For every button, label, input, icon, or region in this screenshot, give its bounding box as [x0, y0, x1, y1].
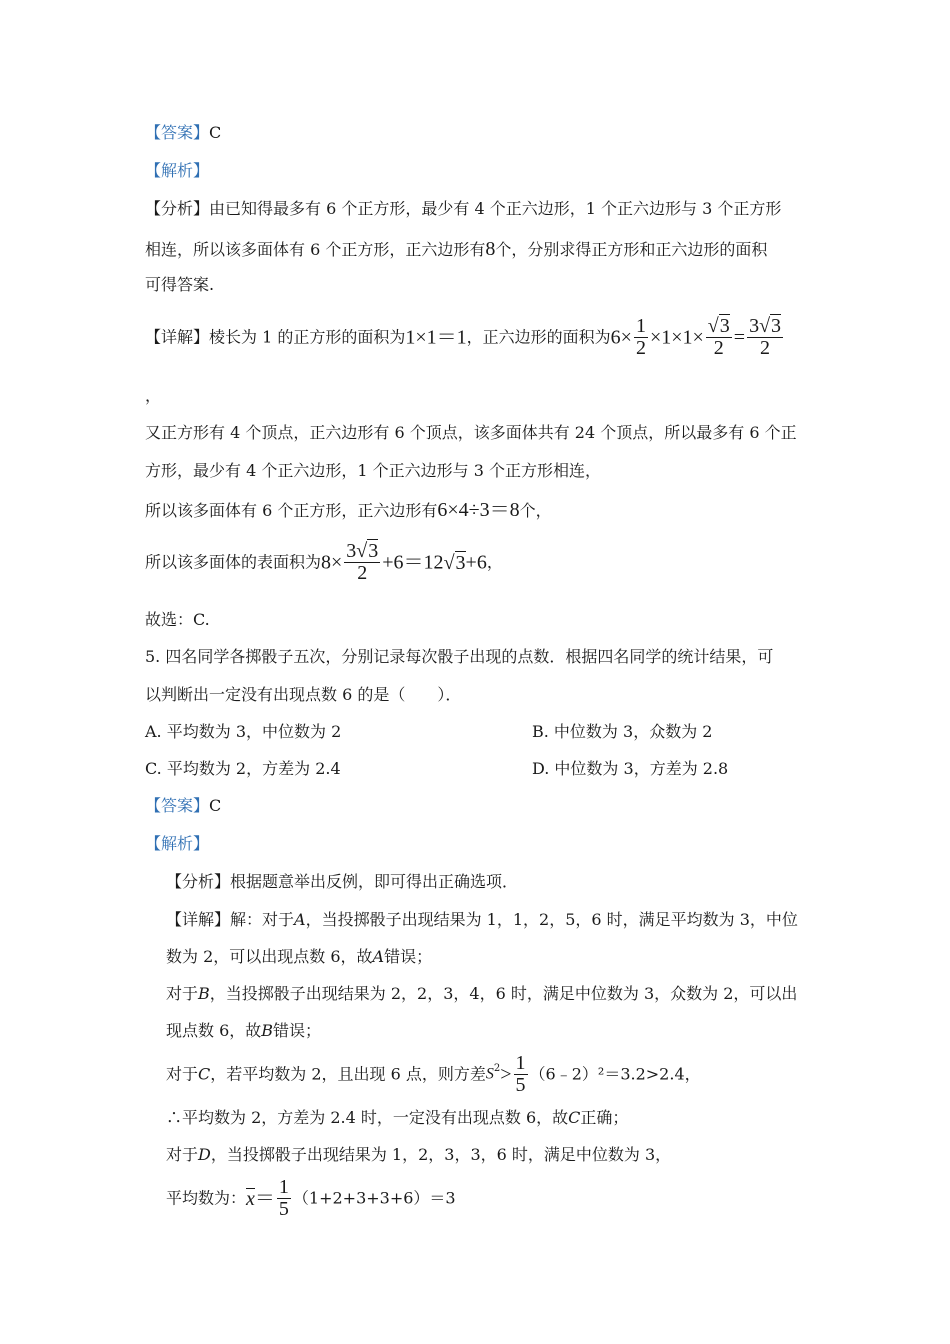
surface-formula-mid: +6＝12 — [382, 551, 444, 574]
square-area-formula: 1×1＝1 — [405, 326, 467, 349]
detail-d-line-1 — [166, 1147, 671, 1163]
hex-formula-mid: ×1×1× — [649, 326, 704, 349]
fraction-3sqrt3-over-2 — [747, 316, 783, 359]
body-text-3a: 所以该多面体有 6 个正方形，正六边形有 — [145, 501, 438, 520]
fenxi-text-2b: 个，分别求得正方形和正六边形的面积 — [495, 240, 768, 259]
detail-d-line-2 — [166, 1177, 456, 1220]
detail-b-post: ，当投掷骰子出现结果为 2，2，3，4，6 时，满足中位数为 3，众数为 2，可以出 — [209, 984, 798, 1003]
letter-d: D — [198, 1145, 211, 1164]
fraction-one-fifth-2 — [277, 1177, 291, 1220]
xiangjie-line — [145, 316, 785, 359]
radical-sign: √ — [443, 551, 455, 574]
detail-a2-pre: 数为 2，可以出现点数 6，故 — [166, 947, 373, 966]
coefficient: 3 — [346, 540, 357, 562]
xiangjie-text-a: 棱长为 1 的正方形的面积为 — [209, 327, 406, 347]
letter-c-2: C — [568, 1108, 581, 1127]
fenxi-line-q5 — [166, 874, 518, 890]
body-line-1: 又正方形有 4 个顶点，正六边形有 6 个顶点，该多面体共有 24 个顶点，所以最多有 6 个正 — [145, 423, 797, 442]
answer-line-1 — [145, 125, 221, 141]
detail-d-pre: 对于 — [166, 1145, 199, 1164]
letter-a: A — [294, 910, 306, 929]
equals-sign: = — [733, 326, 746, 349]
detail-b-line-1 — [166, 986, 797, 1002]
letter-a-2: A — [372, 947, 385, 966]
greater-than: > — [500, 1063, 512, 1086]
frac-denominator: 5 — [278, 1198, 289, 1220]
answer-value-2: C — [209, 796, 222, 815]
variance-symbol: S — [485, 1065, 494, 1083]
body-text-4b: ， — [486, 552, 503, 572]
detail-c-post: （6﹣2）²＝3.2>2.4， — [529, 1064, 701, 1084]
frac-numerator: 1 — [278, 1176, 289, 1198]
radical-sign: √ — [759, 315, 771, 337]
fenxi-tag-2: 【分析】 — [166, 872, 231, 891]
letter-b-2: B — [261, 1021, 274, 1040]
detail-a-line-2 — [166, 949, 432, 965]
comma-line: ， — [145, 386, 162, 405]
body-text-4a: 所以该多面体的表面积为 — [145, 552, 322, 572]
frac-numerator: 1 — [635, 315, 646, 337]
body-line-3 — [145, 500, 552, 520]
detail-c2-post: 正确； — [580, 1108, 629, 1127]
mean-x-bar: x — [246, 1188, 255, 1210]
fenxi-number-8: 8 — [485, 238, 496, 260]
detail-c-line-1 — [166, 1053, 701, 1096]
hex-formula-prefix: 6× — [610, 326, 632, 349]
detail-b-line-2 — [166, 1023, 321, 1039]
sqrt-symbol — [356, 541, 378, 562]
radicand: 3 — [719, 315, 730, 337]
letter-b: B — [198, 984, 210, 1003]
xiangjie-text-b: ，正六边形的面积为 — [466, 327, 611, 347]
analysis-heading-2: 【解析】 — [145, 834, 210, 853]
fenxi-line-1 — [145, 201, 781, 217]
detail-d2-pre: 平均数为： — [166, 1188, 247, 1208]
sqrt-3-inline — [444, 553, 466, 573]
frac-numerator: 1 — [515, 1052, 526, 1074]
fraction-one-fifth — [514, 1053, 528, 1096]
conclusion-line: 故选：C. — [145, 610, 210, 629]
radicand: 3 — [771, 315, 782, 337]
frac-denominator: 5 — [515, 1074, 526, 1096]
superscript-2: 2 — [493, 1062, 501, 1074]
equals-sign-2: ＝ — [254, 1187, 275, 1210]
frac-denominator: 2 — [357, 562, 368, 584]
option-b: B. 中位数为 3，众数为 2 — [532, 722, 713, 741]
option-c: C. 平均数为 2，方差为 2.4 — [145, 759, 341, 778]
frac-denominator: 2 — [760, 337, 771, 359]
detail-b2-pre: 现点数 6，故 — [166, 1021, 262, 1040]
detail-a-pre: 解：对于 — [230, 910, 295, 929]
detail-a-post: ，当投掷骰子出现结果为 1，1，2，5，6 时，满足平均数为 3，中位 — [305, 910, 798, 929]
xiangjie-tag-2: 【详解】 — [166, 910, 231, 929]
frac-denominator: 2 — [713, 337, 724, 359]
answer-tag: 【答案】 — [145, 123, 210, 142]
frac-numerator — [706, 316, 732, 338]
sqrt-symbol — [708, 316, 730, 337]
radical-sign: √ — [356, 540, 368, 562]
fraction-sqrt3-over-2 — [706, 316, 732, 359]
frac-numerator — [344, 541, 380, 563]
option-a: A. 平均数为 3，中位数为 2 — [145, 722, 342, 741]
surface-formula-tail: +6 — [465, 551, 487, 574]
frac-denominator: 2 — [635, 337, 646, 359]
hexagon-count-formula: 6×4÷3＝8 — [437, 499, 520, 521]
radicand: 3 — [455, 551, 466, 574]
radical-sign: √ — [707, 315, 719, 337]
detail-c-mid: ，若平均数为 2，且出现 6 点，则方差 — [210, 1064, 486, 1084]
detail-c-line-2 — [166, 1110, 628, 1126]
detail-a-line-1 — [166, 912, 798, 928]
sqrt-symbol — [759, 316, 781, 337]
answer-value: C — [209, 123, 222, 142]
coefficient: 3 — [749, 315, 760, 337]
question5-stem-2: 以判断出一定没有出现点数 6 的是（ ）． — [145, 685, 462, 704]
body-line-2: 方形，最少有 4 个正六边形，1 个正六边形与 3 个正方形相连， — [145, 461, 601, 480]
fenxi-text-2a: 相连，所以该多面体有 6 个正方形，正六边形有 — [145, 240, 486, 259]
fraction-one-half — [634, 316, 648, 359]
surface-area-line — [145, 541, 503, 584]
fraction-3sqrt3-over-2-b — [344, 541, 380, 584]
fenxi-text-q5: 根据题意举出反例，即可得出正确选项． — [230, 872, 519, 891]
body-text-3b: 个， — [519, 501, 552, 520]
analysis-heading-1: 【解析】 — [145, 161, 210, 180]
fenxi-line-3: 可得答案. — [145, 275, 215, 294]
detail-a2-post: 错误； — [384, 947, 433, 966]
xiangjie-tag: 【详解】 — [145, 327, 210, 347]
radicand: 3 — [368, 540, 379, 562]
detail-b2-post: 错误； — [273, 1021, 322, 1040]
detail-d-post: ，当投掷骰子出现结果为 1，2，3，3，6 时，满足中位数为 3， — [210, 1145, 672, 1164]
surface-formula-prefix: 8× — [321, 551, 343, 574]
fenxi-tag: 【分析】 — [145, 199, 210, 218]
letter-c: C — [198, 1064, 211, 1084]
answer-tag-2: 【答案】 — [145, 796, 210, 815]
answer-line-2 — [145, 798, 221, 814]
detail-c2-pre: ∴平均数为 2，方差为 2.4 时，一定没有出现点数 6，故 — [166, 1108, 569, 1127]
option-d: D. 中位数为 3，方差为 2.8 — [532, 759, 729, 778]
detail-c-pre: 对于 — [166, 1064, 199, 1084]
fenxi-line-2 — [145, 239, 767, 259]
detail-d2-post: （1+2+3+3+6）＝3 — [292, 1188, 456, 1208]
frac-numerator — [747, 316, 783, 338]
fenxi-text-1: 由已知得最多有 6 个正方形，最少有 4 个正六边形，1 个正六边形与 3 个正方形 — [209, 199, 782, 218]
question5-stem-1: 5. 四名同学各掷骰子五次，分别记录每次骰子出现的点数．根据四名同学的统计结果，可 — [145, 647, 774, 666]
detail-b-pre: 对于 — [166, 984, 199, 1003]
